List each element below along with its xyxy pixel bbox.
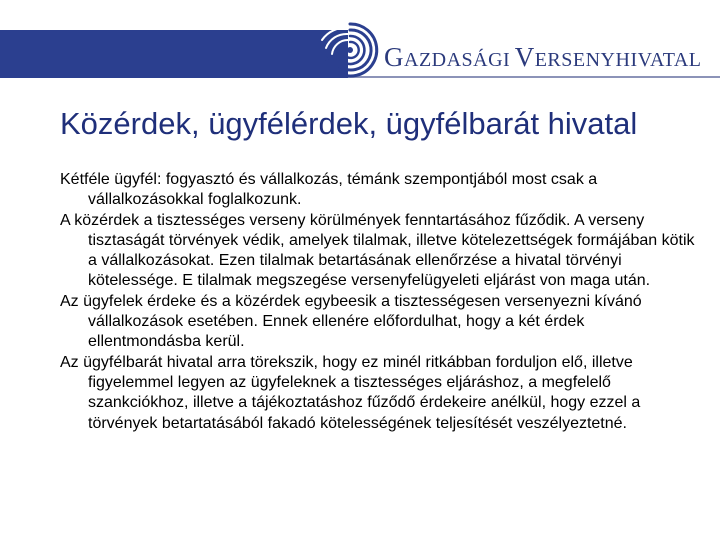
brand-word-2: ERSENYHIVATAL	[534, 49, 702, 71]
brand-initial-1: G	[384, 42, 404, 72]
brand-name	[384, 42, 701, 78]
paragraph: Kétféle ügyfél: fogyasztó és vállalkozás, témánk szempontjából most csak a vállalkozásokkal foglalkozunk.	[60, 171, 598, 209]
brand-initial-2: V	[514, 42, 535, 72]
brand-word-1: AZDASÁGI	[404, 49, 511, 71]
paragraph: A közérdek a tisztességes verseny körülmények fenntartásához fűződik. A verseny tisztaságát törvények védik, amelyek tilalmak, illetve kötelezettségek formájában kötik a vállalkozásokat. Ezen tilalmak betartásának ellenőrzése a hivatal törvényi kötelessége. E tilalmak megszegése versenyfelügyeleti eljárást von maga után.	[60, 211, 695, 290]
concentric-swirl-logo-icon	[318, 18, 382, 82]
slide-body	[60, 170, 700, 434]
paragraph: Az ügyfélbarát hivatal arra törekszik, hogy ez minél ritkábban forduljon elő, illetve figyelemmel legyen az ügyfeleknek a tisztességes eljáráshoz, a megfelelő szankciókhoz, illetve a tájékoztatáshoz fűződő érdekeire anélkül, hogy ezzel a törvények betartatásából fakadó kötelességének teljesítését veszélyeztetné.	[60, 353, 641, 432]
paragraph: Az ügyfelek érdeke és a közérdek egybeesik a tisztességesen versenyezni kívánó vállalkozások esetében. Ennek ellenére előfordulhat, hogy a két érdek ellentmondásba kerül.	[60, 292, 642, 351]
slide-title: Közérdek, ügyfélérdek, ügyfélbarát hivatal	[60, 106, 638, 141]
header-band	[0, 30, 320, 78]
